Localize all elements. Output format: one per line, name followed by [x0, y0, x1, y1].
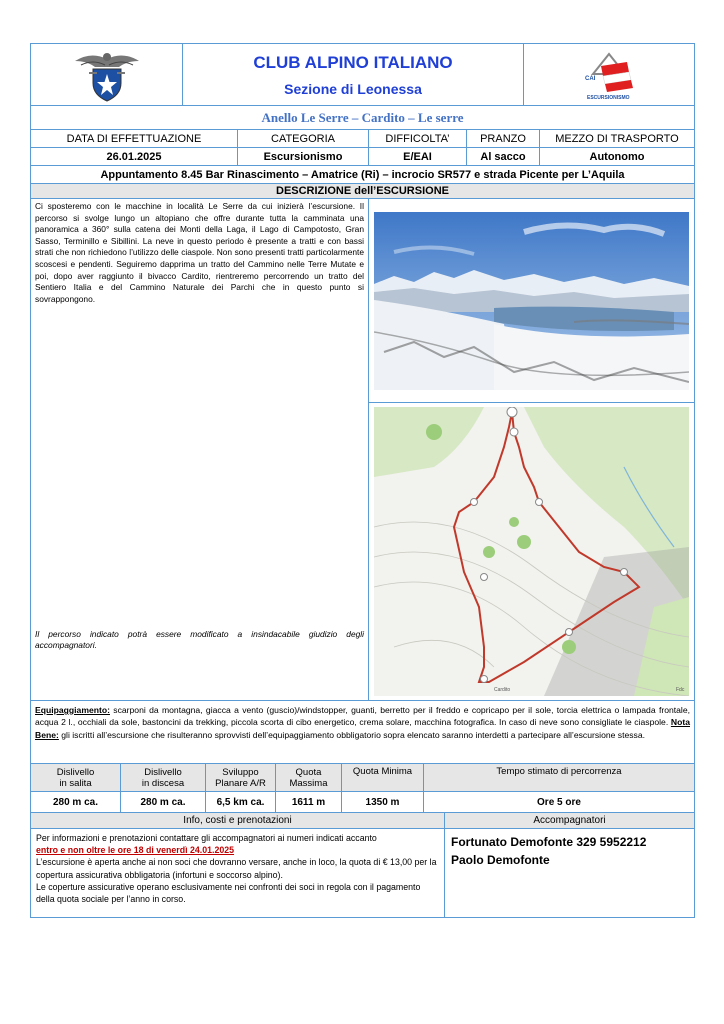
logo-cai-text: CAI	[585, 75, 596, 82]
info-contact-text: Per informazioni e prenotazioni contattare gli accompagnatori ai numeri indicati accanto	[36, 833, 377, 843]
equipment-block	[31, 701, 694, 763]
footer-body-row	[31, 829, 694, 917]
stats-header-max-altitude	[276, 764, 342, 791]
info-costs-heading: Info, costi e prenotazioni	[31, 813, 445, 828]
info-insurance-text: L’escursione è aperta anche ai non soci che dovranno versare, anche in loco, la quota di € 13,00 per la copertura assicurativa obbligatoria (infortuni e soccorso alpino).	[36, 857, 437, 880]
stats-value-max-altitude: 1611 m	[276, 792, 342, 812]
stats-header-ascent-line1: Dislivello	[56, 766, 95, 778]
stats-header-length-line2: Planare A/R	[215, 777, 266, 789]
club-name: CLUB ALPINO ITALIANO	[253, 52, 453, 72]
stats-header-ascent	[31, 764, 121, 791]
info-header-date: DATA DI EFFETTUAZIONE	[31, 130, 238, 147]
info-value-difficulty: E/EAI	[369, 148, 467, 165]
stats-value-min-altitude: 1350 m	[342, 792, 424, 812]
description-text: Ci sposteremo con le macchine in località Le Serre da cui inizierà l’escursione. Il percorso si svolge lungo un altopiano che offre durante tutta la camminata una panoramica a 360° sulla catena dei Monti della Laga, il Lago di Campotosto, Gran Sasso, Terminillo e Sibillini. La neve in questo periodo è presente a tratti e con bassi strati che non richiedono l’utilizzo delle ciaspole. Non sono presenti tratti particolarmente scoscesi e pendenti. Seguiremo dapprima un tratto del Cammino nelle Terre Mutate e poi, dopo aver raggiunto il bivacco Cardito, rientreremo percorrendo un tratto del Sentiero Italia e del Cammino Naturale dei Parchi che in questo punto si sovrappongono.	[35, 201, 364, 304]
stats-value-descent: 280 m ca.	[121, 792, 206, 812]
stats-header-ascent-line2: in salita	[59, 777, 92, 789]
header-row	[31, 44, 694, 106]
stats-header-length-line1: Sviluppo	[222, 766, 259, 778]
stats-value-length: 6,5 km ca.	[206, 792, 276, 812]
description-images-cell	[369, 199, 694, 700]
info-value-lunch: Al sacco	[467, 148, 540, 165]
map-label-corner: Fdc	[676, 687, 685, 693]
guide-2: Paolo Demofonte	[451, 853, 550, 867]
stats-header-max-altitude-line1: Quota	[295, 766, 322, 778]
description-heading: DESCRIZIONE dell’ESCURSIONE	[276, 185, 449, 197]
club-title-cell	[183, 44, 524, 105]
description-heading-row	[31, 184, 694, 199]
escursionismo-logo-cell	[524, 44, 694, 105]
description-text-cell	[31, 199, 369, 700]
appointment-text: Appuntamento 8.45 Bar Rinascimento – Amatrice (Ri) – incrocio SR577 e strada Picente per L’Aquila	[100, 168, 625, 181]
stats-value-time: Ore 5 ore	[537, 796, 581, 808]
info-deadline: entro e non oltre le ore 18 di venerdì 24.01.2025	[36, 845, 235, 856]
section-name: Sezione di Leonessa	[284, 80, 422, 97]
guide-1: Fortunato Demofonte 329 5952212	[451, 835, 647, 849]
info-header-row	[31, 130, 694, 148]
equipment-note-label: Nota Bene:	[35, 717, 690, 740]
stats-header-time: Tempo stimato di percorrenza	[424, 764, 694, 791]
cai-escursionismo-logo-icon	[579, 48, 639, 102]
route-title-row	[31, 106, 694, 130]
info-value-row	[31, 148, 694, 166]
info-header-difficulty: DIFFICOLTA’	[369, 130, 467, 147]
stats-header-row	[31, 764, 694, 792]
guides-heading: Accompagnatori	[445, 813, 694, 828]
equipment-note-text: gli iscritti all’escursione che risulteranno sprovvisti dell’equipaggiamento obbligatorio sopra elencato saranno interdetti a partecipare all’escursione stessa.	[58, 729, 646, 740]
map-label-cardito: Cardito	[494, 687, 511, 693]
route-map-cell	[369, 403, 694, 700]
footer-heading-row	[31, 813, 694, 829]
cai-emblem-cell	[31, 44, 183, 105]
info-header-transport: MEZZO DI TRASPORTO	[540, 130, 694, 147]
route-map	[374, 407, 689, 696]
route-title: Anello Le Serre – Cardito – Le serre	[261, 109, 464, 125]
landscape-photo	[374, 212, 689, 390]
appointment-row	[31, 166, 694, 184]
equipment-label: Equipaggiamento:	[35, 705, 110, 715]
info-value-date: 26.01.2025	[31, 148, 238, 165]
stats-header-descent-line2: in discesa	[141, 777, 185, 789]
info-header-lunch: PRANZO	[467, 130, 540, 147]
description-note: Il percorso indicato potrà essere modificato a insindacabile giudizio degli accompagnatori.	[35, 628, 364, 651]
cai-eagle-emblem-icon	[71, 47, 143, 103]
stats-header-descent-line1: Dislivello	[144, 766, 182, 778]
stats-value-row	[31, 792, 694, 813]
stats-header-length	[206, 764, 276, 791]
info-costs-block	[31, 829, 445, 917]
equipment-row	[31, 701, 694, 764]
logo-escursionismo-text: ESCURSIONISMO	[587, 94, 630, 101]
stats-header-max-altitude-line2: Massima	[289, 777, 328, 789]
stats-value-ascent: 280 m ca.	[31, 792, 121, 812]
description-body-row	[31, 199, 694, 701]
document-sheet	[30, 43, 695, 918]
info-value-transport: Autonomo	[589, 150, 645, 163]
guides-block	[445, 829, 694, 917]
info-value-category: Escursionismo	[238, 148, 369, 165]
equipment-text: scarponi da montagna, giacca a vento (guscio)/windstopper, guanti, berretto per il freddo e copricapo per il sole, torcia elettrica o lampada frontale, acqua 2 l., occhiali da sole, bastoncini da trekking, piccola scorta di cibo energetico, crema solare, macchina fotografica. In caso di neve sono consigliate le ciaspole.	[35, 705, 690, 728]
stats-header-descent	[121, 764, 206, 791]
landscape-photo-cell	[369, 199, 694, 403]
info-header-category: CATEGORIA	[238, 130, 369, 147]
info-coverage-text: Le coperture assicurative operano esclusivamente nei confronti dei soci in regola con il pagamento della quota sociale per l’anno in corso.	[36, 881, 421, 905]
stats-header-min-altitude: Quota Minima	[342, 764, 424, 791]
